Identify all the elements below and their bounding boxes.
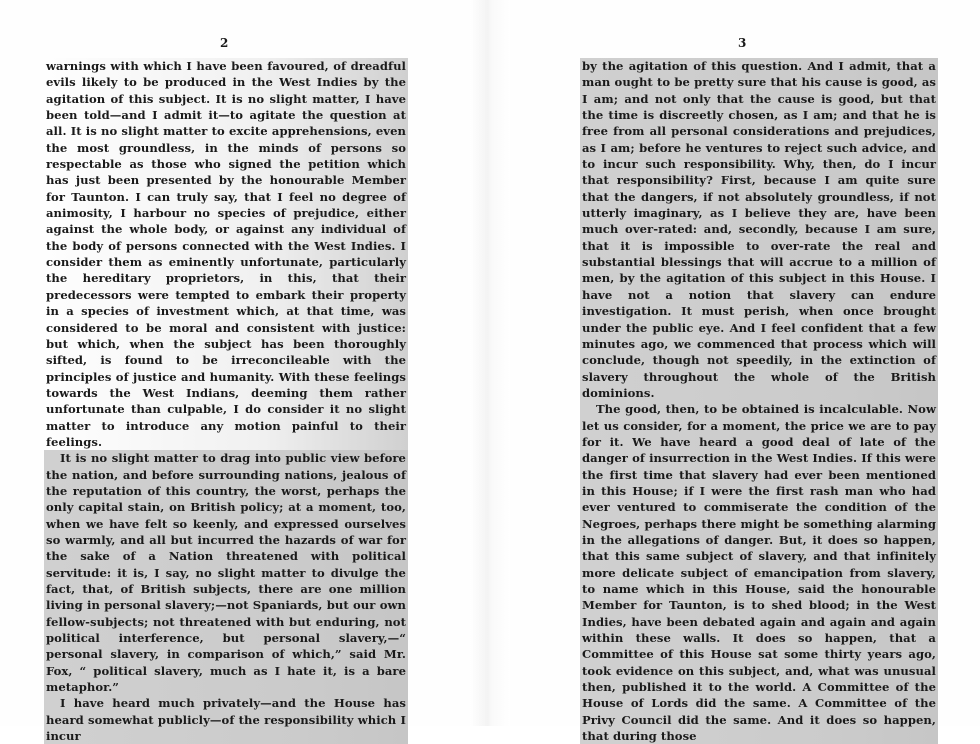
paragraph: It is no slight matter to drag into public view before the nation, and before surrounding nations, jealous of the reputation of this country, the worst, perhaps the only capital stain, on British policy; at a moment, too, when we have felt so keenly, and expressed ourselves so warmly, and all but incurred the hazards of war for the sake of a Nation threatened with political servitude: it is, I say, no slight matter to divulge the fact, that, of British subjects, there are one million living in personal slavery;—not Spaniards, but our own fellow-subjects; not threatened with but enduring, not political interference, but personal slavery,—“ personal slavery, in comparison of which,” said Mr. Fox, “ political slavery, much as I hate it, is a bare metaphor.” — [46, 451, 406, 695]
paragraph: I have heard much privately—and the House has heard somewhat publicly—of the responsibility which I incur — [46, 696, 406, 744]
paragraph: by the agitation of this question. And I admit, that a man ought to be pretty sure that his cause is good, as I am; and not only that the cause is good, but that the time is discreetly chosen, as I am; and that he is free from all personal considerations and prejudices, as I am; before he ventures to reject such advice, and to incur such responsibility. Why, then, do I incur that responsibility? First, because I am quite sure that the dangers, if not absolutely groundless, if not utterly imaginary, as I believe they are, have been much over-rated: and, secondly, because I am sure, that it is impossible to over-rate the real and substantial blessings that will accrue to a million of men, by the agitation of this subject in this House. I have not a notion that slavery can endure investigation. It must perish, when once brought under the public eye. And I feel confident that a few minutes ago, we commenced that process which will conclude, though not speedily, in the extinction of slavery throughout the whole of the British dominions. — [582, 59, 936, 400]
right-page — [490, 0, 980, 744]
paragraph: The good, then, to be obtained is incalculable. Now let us consider, for a moment, the price we are to pay for it. We have heard a good deal of late of the danger of insurrection in the West Indies. If this were the first time that slavery had ever been mentioned in this House; if I were the first rash man who had ever ventured to commiserate the condition of the Negroes, perhaps there might be something alarming in the allegations of danger. But, it does so happen, that this same subject of slavery, and that infinitely more delicate subject of emancipation from slavery, to name which in this House, said the honourable Member for Taunton, is to shed blood; in the West Indies, have been debated again and again and again within these walls. It does so happen, that a Committee of this House sat some thirty years ago, took evidence on this subject, and, what was unusual then, published it to the world. A Committee of the House of Lords did the same. A Committee of the Privy Council did the same. And it does so happen, that during those — [582, 402, 936, 744]
page-text — [580, 58, 938, 744]
paragraph: warnings with which I have been favoured, of dreadful evils likely to be produced in the West Indies by the agitation of this subject. It is no slight matter, I have been told—and I admit it—to agitate the question at all. It is no slight matter to excite apprehensions, even the most groundless, in the minds of persons so respectable as those who signed the petition which has just been presented by the honourable Member for Taunton. I can truly say, that I feel no degree of animosity, I harbour no species of prejudice, either against the whole body, or against any individual of the body of persons connected with the West Indies. I consider them as eminently unfortunate, particularly the hereditary proprietors, in this, that their predecessors were tempted to embark their property in a species of investment which, at that time, was considered to be moral and consistent with justice: but which, when the subject has been thoroughly sifted, is found to be irreconcileable with the principles of justice and humanity. With these feelings towards the West Indians, deeming them rather unfortunate than culpable, I do consider it no slight matter to introduce any motion painful to their feelings. — [46, 59, 406, 449]
page-number: 2 — [220, 36, 229, 50]
page-number: 3 — [738, 36, 747, 50]
page-text — [44, 58, 408, 744]
